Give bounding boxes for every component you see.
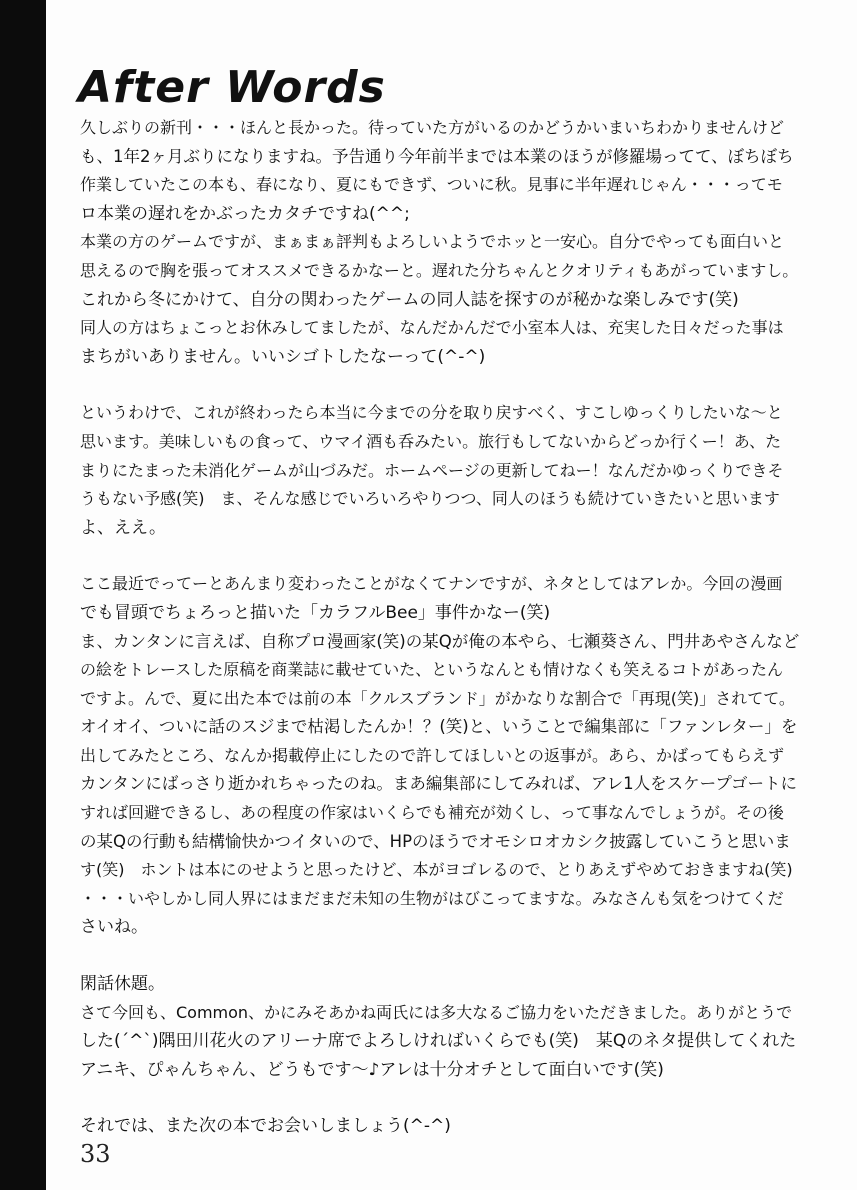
- text-line: 久しぶりの新刊・・・ほんと長かった。待っていた方がいるのかどうかいまいちわかりませんけど: [80, 118, 785, 137]
- text-line: ロ本業の遅れをかぶったカタチですね(^^;: [80, 203, 410, 224]
- text-line: 本業の方のゲームですが、まぁまぁ評判もよろしいようでホッと一安心。自分でやっても面白いと: [80, 232, 785, 252]
- paragraph: [80, 970, 800, 1084]
- text-line: というわけで、これが終わったら本当に今までの分を取り戻すべく、すこしゆっくりしたいな～と: [80, 403, 783, 423]
- text-line: の某Qの行動も結構愉快かつイタいので、HPのほうでオモシロオカシク披露していこうと思いま: [80, 831, 791, 851]
- paragraph-spacer: [80, 542, 800, 570]
- paragraph-spacer: [80, 371, 800, 399]
- text-line: 閑話休題。: [80, 974, 165, 995]
- text-line: さて今回も、Common、かにみそあかね両氏には多大なるご協力をいただきました。ありがとうで: [80, 1002, 793, 1022]
- text-line: うもない予感(笑) ま、そんな感じでいろいろやりつつ、同人のほうも続けていきたいと思います: [80, 489, 780, 509]
- text-line: まりにたまった未消化ゲームが山づみだ。ホームページの更新してねー！なんだかゆっくりできそ: [80, 460, 784, 480]
- text-line: 同人の方はちょこっとお休みしてましたが、なんだかんだで小室本人は、充実した日々だった事は: [80, 318, 784, 338]
- text-line: すれば回避できるし、あの程度の作家はいくらでも補充が効くし、って事なんでしょうが。その後: [80, 803, 784, 823]
- page-number: 33: [80, 1140, 111, 1168]
- text-line: も、1年2ヶ月ぶりになりますね。予告通り今年前半までは本業のほうが修羅場ってて、ぼちぼち: [80, 146, 794, 166]
- text-line: オイオイ、ついに話のスジまで枯渇したんか！？(笑)と、いうことで編集部に「ファンレター」を: [80, 717, 798, 737]
- text-line: ここ最近でってーとあんまり変わったことがなくてナンですが、ネタとしてはアレか。今回の漫画: [80, 574, 783, 594]
- text-line: さいね。: [80, 917, 148, 938]
- text-line: よ、ええ。: [80, 517, 167, 538]
- paragraph-spacer: [80, 1084, 800, 1112]
- text-line: す(笑) ホントは本にのせようと思ったけど、本がヨゴレるので、とりあえずやめておきますね(笑): [80, 860, 793, 880]
- text-line: 思います。美味しいもの食って、ウマイ酒も呑みたい。旅行もしてないからどっか行くー！あ、た: [80, 431, 782, 451]
- paragraph: [80, 399, 800, 542]
- text-line: ま、カンタンに言えば、自称プロ漫画家(笑)の某Qが俺の本やら、七瀬葵さん、門井あやさんなど: [80, 631, 800, 651]
- paragraph: [80, 114, 800, 371]
- afterword-body: [80, 114, 800, 1141]
- text-line: ・・・いやしかし同人界にはまだまだ未知の生物がはびこってますな。みなさんも気をつけてくだ: [80, 888, 784, 908]
- text-line: した(´^`)隅田川花火のアリーナ席でよろしければいくらでも(笑) 某Qのネタ提供してくれた: [80, 1031, 797, 1052]
- text-line: カンタンにばっさり逝かれちゃったのね。まあ編集部にしてみれば、アレ1人をスケープゴートに: [80, 774, 798, 794]
- text-line: の絵をトレースした原稿を商業誌に載せていた、というなんとも情けなくも笑えるコトがあったん: [80, 660, 784, 680]
- text-line: ですよ。んで、夏に出た本では前の本「クルスブランド」がかなりな割合で「再現(笑)」されてて。: [80, 688, 795, 708]
- page-title: After Words: [78, 62, 386, 113]
- text-line: 作業していたこの本も、春になり、夏にもできず、ついに秋。見事に半年遅れじゃん・・・ってモ: [80, 175, 783, 195]
- text-line: 思えるので胸を張ってオススメできるかなーと。遅れた分ちゃんとクオリティもあがっていますし。: [80, 260, 799, 280]
- text-line: これから冬にかけて、自分の関わったゲームの同人誌を探すのが秘かな楽しみです(笑): [80, 289, 739, 310]
- text-line: まちがいありません。いいシゴトしたなーって(^-^): [80, 346, 486, 367]
- paragraph: [80, 570, 800, 942]
- paragraph: [80, 1112, 800, 1141]
- paragraph-spacer: [80, 942, 800, 970]
- text-line: 出してみたところ、なんか掲載停止にしたので許してほしいとの返事が。あら、かばってもらえず: [80, 745, 785, 765]
- text-line: アニキ、ぴゃんちゃん、どうもです～♪アレは十分オチとして面白いです(笑): [80, 1059, 664, 1080]
- binding-edge: [0, 0, 46, 1190]
- text-line: でも冒頭でちょろっと描いた「カラフルBee」事件かなー(笑): [80, 602, 551, 623]
- text-line: それでは、また次の本でお会いしましょう(^-^): [80, 1116, 451, 1137]
